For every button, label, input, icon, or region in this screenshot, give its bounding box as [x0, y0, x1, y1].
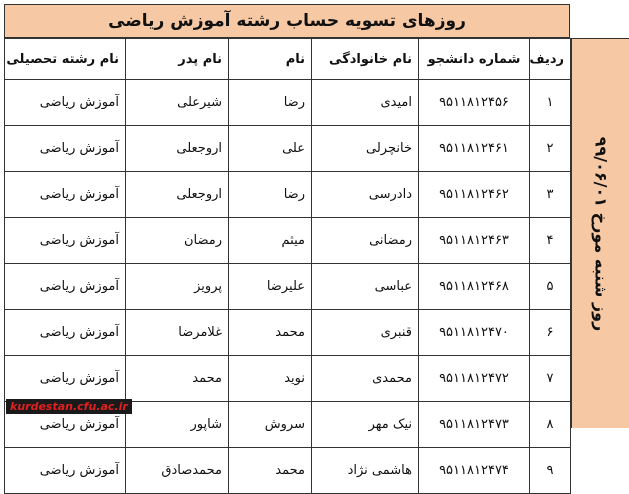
- name-cell: رضا: [229, 80, 312, 126]
- header-name: نام: [229, 39, 312, 80]
- name-cell: رضا: [229, 172, 312, 218]
- father-name-cell: پرویز: [126, 264, 229, 310]
- student-id-cell: ۹۵۱۱۸۱۲۴۶۳: [419, 218, 530, 264]
- watermark: kurdestan.cfu.ac.ir: [6, 399, 132, 414]
- row-number-cell: ۱: [530, 80, 571, 126]
- father-name-cell: اروجعلی: [126, 172, 229, 218]
- date-note: روز شنبه مورخ ۹۹/۰۶/۰۱: [591, 136, 610, 331]
- father-name-cell: غلامرضا: [126, 310, 229, 356]
- header-last-name: نام خانوادگی: [312, 39, 419, 80]
- date-side-panel: [571, 38, 629, 428]
- row-number-cell: ۵: [530, 264, 571, 310]
- major-cell: آموزش ریاضی: [5, 172, 126, 218]
- father-name-cell: رمضان: [126, 218, 229, 264]
- table-row: [5, 80, 571, 126]
- student-id-cell: ۹۵۱۱۸۱۲۴۷۴: [419, 448, 530, 494]
- row-number-cell: ۸: [530, 402, 571, 448]
- major-cell: آموزش ریاضی: [5, 356, 126, 402]
- row-number-cell: ۳: [530, 172, 571, 218]
- major-cell: آموزش ریاضی: [5, 402, 126, 448]
- last-name-cell: عباسی: [312, 264, 419, 310]
- major-cell: آموزش ریاضی: [5, 80, 126, 126]
- header-father-name: نام پدر: [126, 39, 229, 80]
- row-number-cell: ۷: [530, 356, 571, 402]
- last-name-cell: خانچرلی: [312, 126, 419, 172]
- student-id-cell: ۹۵۱۱۸۱۲۴۷۲: [419, 356, 530, 402]
- name-cell: سروش: [229, 402, 312, 448]
- last-name-cell: قنبری: [312, 310, 419, 356]
- major-cell: آموزش ریاضی: [5, 448, 126, 494]
- name-cell: میثم: [229, 218, 312, 264]
- name-cell: محمد: [229, 310, 312, 356]
- table-row: [5, 218, 571, 264]
- last-name-cell: امیدی: [312, 80, 419, 126]
- table-row: [5, 356, 571, 402]
- student-id-cell: ۹۵۱۱۸۱۲۴۷۳: [419, 402, 530, 448]
- name-cell: علیرضا: [229, 264, 312, 310]
- table-row: [5, 264, 571, 310]
- table-header-row: [5, 39, 571, 80]
- row-number-cell: ۶: [530, 310, 571, 356]
- major-cell: آموزش ریاضی: [5, 310, 126, 356]
- major-cell: آموزش ریاضی: [5, 264, 126, 310]
- page-title: روزهای تسویه حساب رشته آموزش ریاضی: [4, 4, 570, 38]
- last-name-cell: نیک مهر: [312, 402, 419, 448]
- major-cell: آموزش ریاضی: [5, 218, 126, 264]
- major-cell: آموزش ریاضی: [5, 126, 126, 172]
- student-id-cell: ۹۵۱۱۸۱۲۴۶۱: [419, 126, 530, 172]
- last-name-cell: هاشمی نژاد: [312, 448, 419, 494]
- table-row: [5, 310, 571, 356]
- last-name-cell: محمدی: [312, 356, 419, 402]
- student-id-cell: ۹۵۱۱۸۱۲۴۶۸: [419, 264, 530, 310]
- table-row: [5, 172, 571, 218]
- student-id-cell: ۹۵۱۱۸۱۲۴۶۲: [419, 172, 530, 218]
- last-name-cell: رمضانی: [312, 218, 419, 264]
- row-number-cell: ۲: [530, 126, 571, 172]
- name-cell: علی: [229, 126, 312, 172]
- students-table: [4, 38, 571, 494]
- header-major: نام رشته تحصیلی: [5, 39, 126, 80]
- student-id-cell: ۹۵۱۱۸۱۲۴۷۰: [419, 310, 530, 356]
- name-cell: محمد: [229, 448, 312, 494]
- father-name-cell: شیرعلی: [126, 80, 229, 126]
- father-name-cell: محمد: [126, 356, 229, 402]
- last-name-cell: دادرسی: [312, 172, 419, 218]
- table-body: [5, 80, 571, 494]
- row-number-cell: ۹: [530, 448, 571, 494]
- header-row-number: ردیف: [530, 39, 571, 80]
- student-id-cell: ۹۵۱۱۸۱۲۴۵۶: [419, 80, 530, 126]
- father-name-cell: اروجعلی: [126, 126, 229, 172]
- father-name-cell: محمدصادق: [126, 448, 229, 494]
- name-cell: نوید: [229, 356, 312, 402]
- father-name-cell: شاپور: [126, 402, 229, 448]
- table-row: [5, 448, 571, 494]
- table-row: [5, 126, 571, 172]
- row-number-cell: ۴: [530, 218, 571, 264]
- header-student-id: شماره دانشجو: [419, 39, 530, 80]
